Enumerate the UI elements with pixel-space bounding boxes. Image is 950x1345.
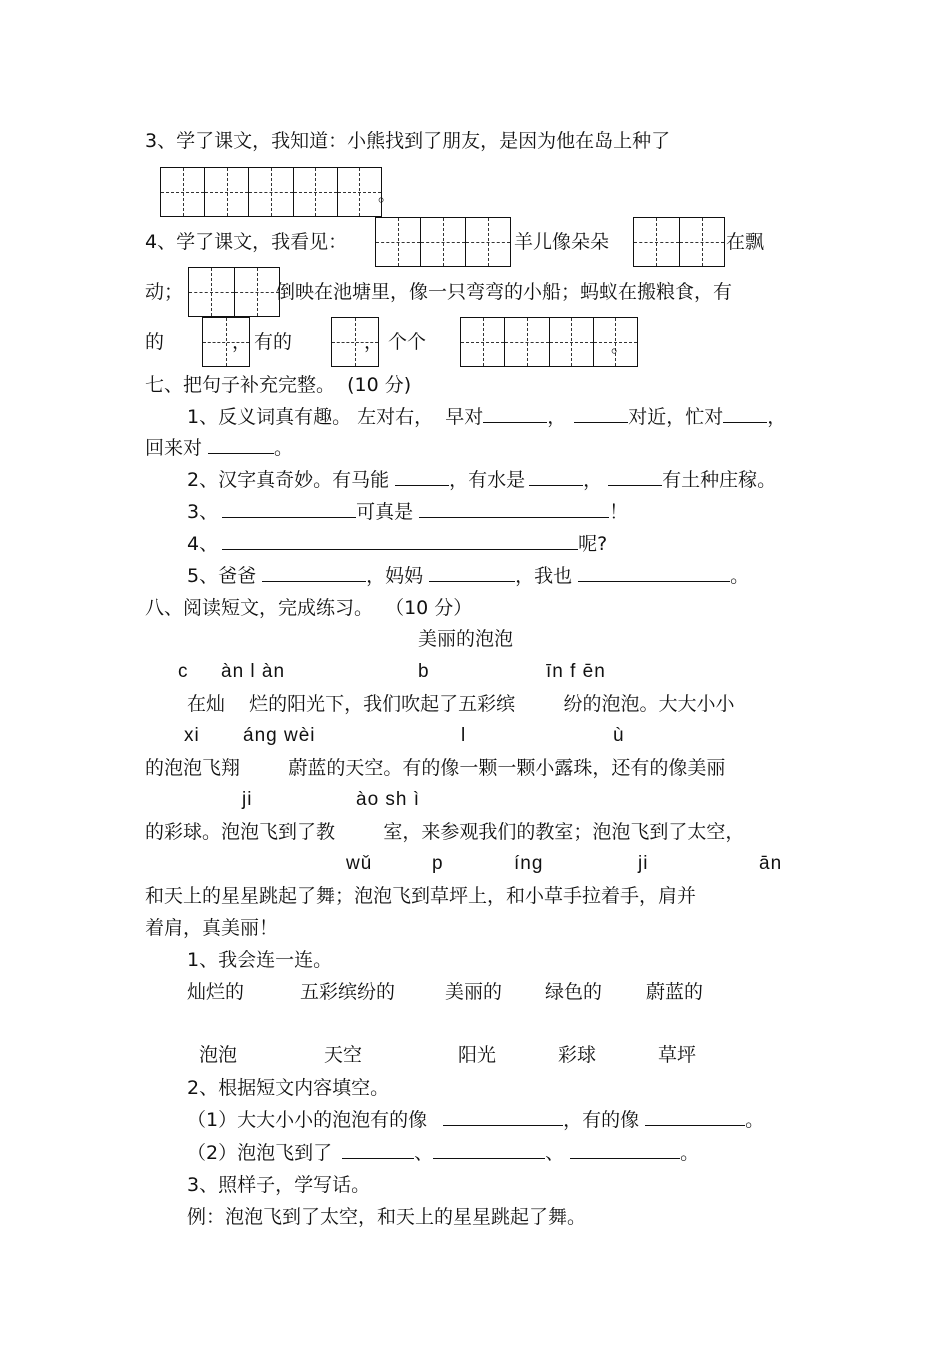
blank[interactable]	[262, 563, 366, 582]
section8-title: 八、阅读短文，完成练习。 （10 分）	[145, 597, 473, 619]
match-top-word[interactable]: 蔚蓝的	[646, 981, 704, 1003]
q4-line1-end: 在飘	[726, 231, 765, 253]
blank[interactable]	[608, 467, 662, 486]
passage-line4: 和天上的星星跳起了舞；泡泡飞到草坪上，和小草手拉着手，肩并	[145, 885, 697, 907]
blank[interactable]	[574, 404, 628, 423]
pinyin: áng wèi	[243, 725, 316, 746]
blank[interactable]	[529, 467, 583, 486]
blank[interactable]	[443, 1107, 563, 1126]
match-bottom-word[interactable]: 阳光	[458, 1044, 497, 1066]
s7-item2: 2、汉字真奇妙。有马能 ，有水是 ， 有土种庄稼。	[187, 469, 777, 491]
q4-comma2: ，	[364, 331, 384, 353]
tianzige-q4-b[interactable]	[633, 217, 725, 267]
s7-item4: 4、 呢?	[187, 533, 608, 555]
match-top-word[interactable]: 绿色的	[545, 981, 603, 1003]
q4-comma1: ，	[232, 331, 252, 353]
q3-text: 3、学了课文，我知道：小熊找到了朋友，是因为他在岛上种了	[145, 130, 671, 152]
pinyin: c	[178, 661, 189, 682]
match-bottom-word[interactable]: 草坪	[658, 1044, 697, 1066]
blank[interactable]	[483, 404, 547, 423]
pinyin: ào sh ì	[356, 789, 421, 810]
passage-line1: 在灿 烂的阳光下，我们吹起了五彩缤 纷的泡泡。大大小小	[187, 693, 735, 715]
pinyin: l	[461, 725, 467, 746]
s7-item1: 1、反义词真有趣。 左对右， 早对 ， 对近，忙对 ，	[187, 406, 787, 428]
pinyin: àn l àn	[221, 661, 286, 682]
tianzige-q3[interactable]	[160, 167, 382, 217]
match-top-word[interactable]: 灿烂的	[187, 981, 245, 1003]
passage-line2: 的泡泡飞翔 蔚蓝的天空。有的像一颗一颗小露珠，还有的像美丽	[145, 757, 726, 779]
blank[interactable]	[433, 1140, 545, 1159]
pinyin: p	[432, 853, 444, 874]
s8-q3: 3、照样子，学写话。	[187, 1174, 371, 1196]
q4-line2-prefix: 动；	[145, 281, 184, 303]
match-top-word[interactable]: 五彩缤纷的	[300, 981, 396, 1003]
pinyin: b	[418, 661, 430, 682]
match-bottom-word[interactable]: 天空	[324, 1044, 363, 1066]
passage-line3: 的彩球。泡泡飞到了教 室，来参观我们的教室；泡泡飞到了太空，	[145, 821, 745, 843]
pinyin: ù	[613, 725, 625, 746]
section7-title: 七、把句子补充完整。 (10 分)	[145, 374, 412, 396]
pinyin: ji	[638, 853, 649, 874]
q4-line3-prefix: 的	[145, 331, 165, 353]
blank[interactable]	[645, 1107, 745, 1126]
blank[interactable]	[570, 1140, 680, 1159]
pinyin: wǔ	[346, 853, 373, 874]
q3-period: 。	[378, 186, 395, 206]
q4-line2-text: 倒映在池塘里，像一只弯弯的小船；蚂蚁在搬粮食，有	[276, 281, 733, 303]
blank[interactable]	[222, 531, 578, 550]
blank[interactable]	[578, 563, 730, 582]
blank[interactable]	[429, 563, 515, 582]
s7-item5: 5、爸爸 ，妈妈 ，我也 。	[187, 565, 750, 587]
blank[interactable]	[342, 1140, 414, 1159]
q4-line1-mid: 羊儿像朵朵	[514, 231, 610, 253]
s8-q2-1: （1）大大小小的泡泡有的像 ，有的像 。	[187, 1109, 765, 1131]
s7-item3: 3、 可真是 ！	[187, 501, 629, 523]
s8-q2: 2、根据短文内容填空。	[187, 1077, 390, 1099]
passage-title: 美丽的泡泡	[418, 628, 514, 650]
q4-line3-mid2: 个个	[388, 331, 427, 353]
q4-line3-mid: 有的	[254, 331, 293, 353]
pinyin: ji	[242, 789, 253, 810]
s8-q2-2: （2）泡泡飞到了 、 、 。	[187, 1142, 700, 1164]
blank[interactable]	[419, 499, 609, 518]
pinyin: īn f ēn	[546, 661, 606, 682]
blank[interactable]	[723, 404, 767, 423]
blank[interactable]	[222, 499, 356, 518]
pinyin: ān	[759, 853, 783, 874]
pinyin: íng	[514, 853, 544, 874]
blank[interactable]	[208, 435, 274, 454]
blank[interactable]	[395, 467, 449, 486]
match-top-word[interactable]: 美丽的	[445, 981, 503, 1003]
s7-item1-cont: 回来对 。	[145, 437, 294, 459]
q4-line1-prefix: 4、学了课文，我看见：	[145, 231, 348, 253]
tianzige-q4-c[interactable]	[188, 267, 280, 317]
s8-example: 例：泡泡飞到了太空，和天上的星星跳起了舞。	[187, 1206, 587, 1228]
passage-line5: 着肩，真美丽！	[145, 917, 279, 939]
match-bottom-word[interactable]: 泡泡	[199, 1044, 238, 1066]
match-bottom-word[interactable]: 彩球	[558, 1044, 597, 1066]
tianzige-q4-a[interactable]	[375, 217, 511, 267]
q4-period: 。	[611, 337, 628, 357]
s8-q1: 1、我会连一连。	[187, 949, 333, 971]
pinyin: xi	[184, 725, 200, 746]
